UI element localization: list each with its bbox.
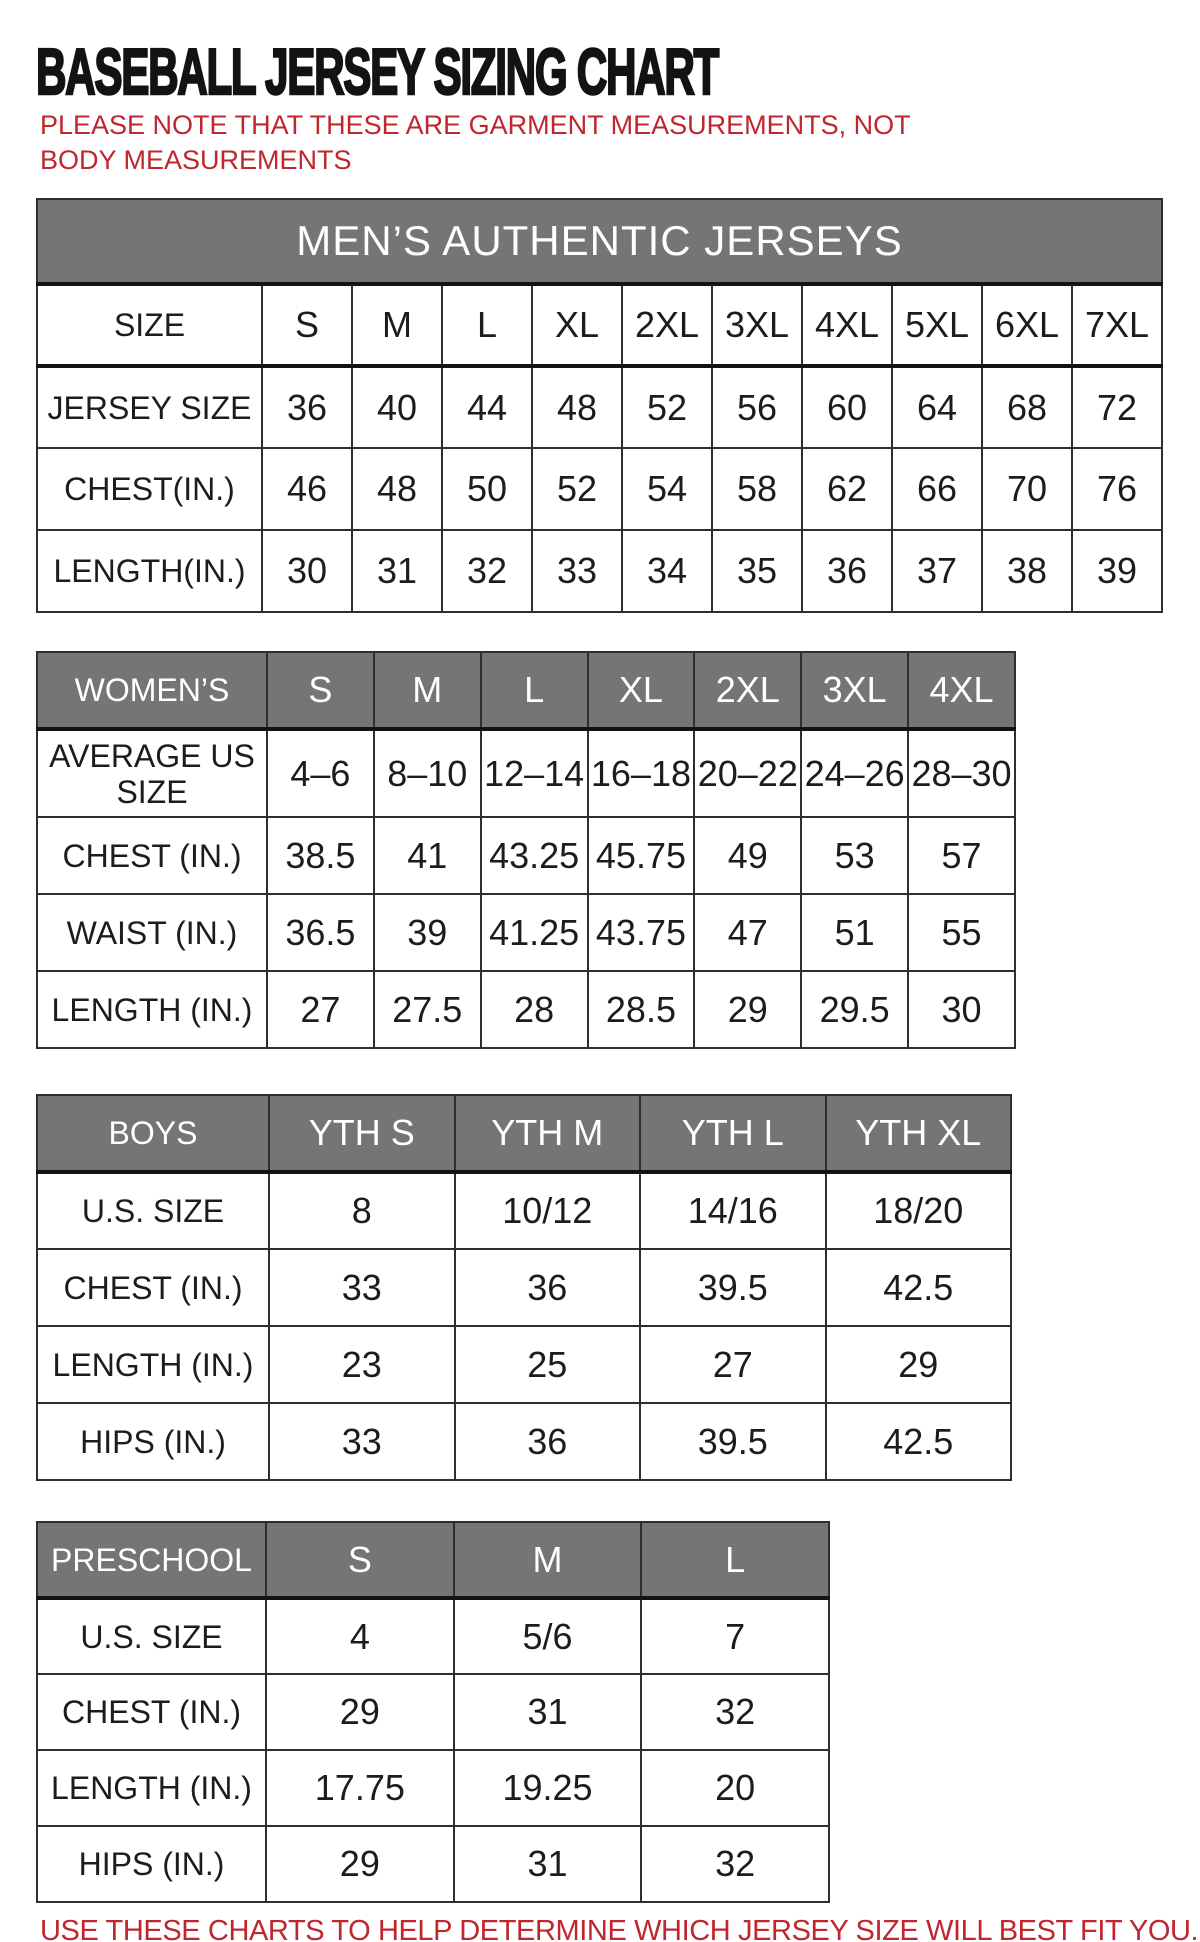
boys-column-header: YTH M (455, 1095, 641, 1172)
womens-data-cell: 41.25 (481, 894, 588, 971)
mens-data-cell: 36 (802, 530, 892, 612)
preschool-row (37, 1826, 829, 1902)
womens-data-cell: 53 (801, 817, 908, 894)
preschool-data-cell: 5/6 (454, 1598, 642, 1674)
boys-data-cell: 27 (640, 1326, 826, 1403)
womens-data-cell: 8–10 (374, 729, 481, 817)
mens-data-cell: 54 (622, 448, 712, 530)
womens-row (37, 894, 1015, 971)
womens-column-header: L (481, 652, 588, 729)
mens-data-cell: 31 (352, 530, 442, 612)
boys-data-cell: 33 (269, 1249, 455, 1326)
boys-data-cell: 29 (826, 1326, 1012, 1403)
womens-data-cell: 28–30 (908, 729, 1015, 817)
footer-note: USE THESE CHARTS TO HELP DETERMINE WHICH JERSEY SIZE WILL BEST FIT YOU. (40, 1915, 1199, 1942)
mens-data-cell: 44 (442, 366, 532, 448)
boys-sizing-table (36, 1094, 1200, 1481)
womens-data-cell: 12–14 (481, 729, 588, 817)
boys-column-header: YTH S (269, 1095, 455, 1172)
boys-row (37, 1326, 1011, 1403)
mens-authentic-jerseys-table (36, 198, 1200, 613)
mens-row-label: CHEST(IN.) (37, 448, 262, 530)
preschool-data-cell: 4 (266, 1598, 454, 1674)
mens-data-cell: 32 (442, 530, 532, 612)
preschool-data-cell: 31 (454, 1674, 642, 1750)
womens-data-cell: 43.25 (481, 817, 588, 894)
womens-data-cell: 41 (374, 817, 481, 894)
womens-column-header: 2XL (694, 652, 801, 729)
preschool-data-cell: 20 (641, 1750, 829, 1826)
preschool-data-cell: 17.75 (266, 1750, 454, 1826)
mens-data-cell: 39 (1072, 530, 1162, 612)
womens-data-cell: 30 (908, 971, 1015, 1048)
garment-measurements-note: PLEASE NOTE THAT THESE ARE GARMENT MEASUREMENTS, NOT BODY MEASUREMENTS (40, 110, 911, 175)
womens-header-label: WOMEN’S (37, 652, 267, 729)
mens-row (37, 366, 1162, 448)
womens-data-cell: 27 (267, 971, 374, 1048)
womens-row (37, 817, 1015, 894)
preschool-data-cell: 32 (641, 1826, 829, 1902)
preschool-column-header: L (641, 1522, 829, 1598)
womens-table (36, 651, 1016, 1049)
mens-data-cell: 48 (352, 448, 442, 530)
womens-row-label: WAIST (IN.) (37, 894, 267, 971)
preschool-header-label: PRESCHOOL (37, 1522, 266, 1598)
womens-data-cell: 29.5 (801, 971, 908, 1048)
mens-table (36, 198, 1163, 613)
mens-column-header: 7XL (1072, 284, 1162, 366)
boys-data-cell: 36 (455, 1249, 641, 1326)
preschool-row-label: CHEST (IN.) (37, 1674, 266, 1750)
mens-data-cell: 33 (532, 530, 622, 612)
mens-data-cell: 46 (262, 448, 352, 530)
mens-column-header: 6XL (982, 284, 1072, 366)
boys-column-header: YTH L (640, 1095, 826, 1172)
mens-column-header: 4XL (802, 284, 892, 366)
womens-row (37, 729, 1015, 817)
boys-data-cell: 23 (269, 1326, 455, 1403)
preschool-row-label: U.S. SIZE (37, 1598, 266, 1674)
boys-row-label: LENGTH (IN.) (37, 1326, 269, 1403)
preschool-data-cell: 31 (454, 1826, 642, 1902)
mens-header-label: SIZE (37, 284, 262, 366)
preschool-data-cell: 32 (641, 1674, 829, 1750)
womens-data-cell: 51 (801, 894, 908, 971)
page-title-text: BASEBALL JERSEY SIZING CHART (36, 35, 719, 109)
womens-sizing-table (36, 651, 1200, 1049)
boys-data-cell: 39.5 (640, 1403, 826, 1480)
womens-data-cell: 28 (481, 971, 588, 1048)
preschool-data-cell: 7 (641, 1598, 829, 1674)
mens-data-cell: 76 (1072, 448, 1162, 530)
boys-table (36, 1094, 1012, 1481)
preschool-column-header: M (454, 1522, 642, 1598)
mens-data-cell: 52 (532, 448, 622, 530)
womens-data-cell: 29 (694, 971, 801, 1048)
mens-column-header: XL (532, 284, 622, 366)
mens-data-cell: 56 (712, 366, 802, 448)
boys-row-label: U.S. SIZE (37, 1172, 269, 1249)
womens-data-cell: 47 (694, 894, 801, 971)
mens-data-cell: 40 (352, 366, 442, 448)
boys-data-cell: 8 (269, 1172, 455, 1249)
womens-row-label: AVERAGE US SIZE (37, 729, 267, 817)
mens-data-cell: 58 (712, 448, 802, 530)
preschool-row (37, 1750, 829, 1826)
preschool-data-cell: 29 (266, 1826, 454, 1902)
boys-row (37, 1172, 1011, 1249)
mens-data-cell: 37 (892, 530, 982, 612)
boys-data-cell: 14/16 (640, 1172, 826, 1249)
mens-data-cell: 64 (892, 366, 982, 448)
mens-row-label: JERSEY SIZE (37, 366, 262, 448)
womens-data-cell: 45.75 (588, 817, 695, 894)
mens-data-cell: 66 (892, 448, 982, 530)
womens-data-cell: 36.5 (267, 894, 374, 971)
mens-data-cell: 34 (622, 530, 712, 612)
preschool-column-header: S (266, 1522, 454, 1598)
womens-data-cell: 57 (908, 817, 1015, 894)
womens-column-header: M (374, 652, 481, 729)
preschool-sizing-table (36, 1521, 1200, 1903)
mens-data-cell: 62 (802, 448, 892, 530)
womens-data-cell: 16–18 (588, 729, 695, 817)
boys-data-cell: 33 (269, 1403, 455, 1480)
boys-column-header: YTH XL (826, 1095, 1012, 1172)
mens-column-header: 3XL (712, 284, 802, 366)
womens-row-label: CHEST (IN.) (37, 817, 267, 894)
boys-data-cell: 36 (455, 1403, 641, 1480)
womens-column-header: XL (588, 652, 695, 729)
boys-row-label: HIPS (IN.) (37, 1403, 269, 1480)
mens-row-label: LENGTH(IN.) (37, 530, 262, 612)
boys-data-cell: 42.5 (826, 1249, 1012, 1326)
womens-data-cell: 4–6 (267, 729, 374, 817)
womens-data-cell: 24–26 (801, 729, 908, 817)
womens-column-header: S (267, 652, 374, 729)
womens-data-cell: 38.5 (267, 817, 374, 894)
boys-row-label: CHEST (IN.) (37, 1249, 269, 1326)
mens-data-cell: 36 (262, 366, 352, 448)
womens-row-label: LENGTH (IN.) (37, 971, 267, 1048)
boys-row (37, 1249, 1011, 1326)
mens-data-cell: 60 (802, 366, 892, 448)
mens-banner-title: MEN’S AUTHENTIC JERSEYS (37, 199, 1162, 284)
mens-data-cell: 68 (982, 366, 1072, 448)
womens-data-cell: 20–22 (694, 729, 801, 817)
mens-column-header: M (352, 284, 442, 366)
mens-column-header: 2XL (622, 284, 712, 366)
womens-column-header: 4XL (908, 652, 1015, 729)
womens-column-header: 3XL (801, 652, 908, 729)
mens-data-cell: 52 (622, 366, 712, 448)
preschool-table (36, 1521, 830, 1903)
mens-data-cell: 50 (442, 448, 532, 530)
boys-data-cell: 25 (455, 1326, 641, 1403)
mens-data-cell: 30 (262, 530, 352, 612)
preschool-row-label: HIPS (IN.) (37, 1826, 266, 1902)
boys-row (37, 1403, 1011, 1480)
preschool-row-label: LENGTH (IN.) (37, 1750, 266, 1826)
mens-row (37, 530, 1162, 612)
mens-data-cell: 48 (532, 366, 622, 448)
mens-column-header: L (442, 284, 532, 366)
mens-data-cell: 38 (982, 530, 1072, 612)
mens-data-cell: 70 (982, 448, 1072, 530)
preschool-data-cell: 29 (266, 1674, 454, 1750)
mens-data-cell: 35 (712, 530, 802, 612)
mens-column-header: 5XL (892, 284, 982, 366)
womens-data-cell: 49 (694, 817, 801, 894)
boys-header-label: BOYS (37, 1095, 269, 1172)
womens-data-cell: 55 (908, 894, 1015, 971)
boys-data-cell: 39.5 (640, 1249, 826, 1326)
womens-data-cell: 27.5 (374, 971, 481, 1048)
mens-row (37, 448, 1162, 530)
page-title (36, 0, 1200, 109)
womens-row (37, 971, 1015, 1048)
preschool-row (37, 1674, 829, 1750)
mens-data-cell: 72 (1072, 366, 1162, 448)
womens-data-cell: 28.5 (588, 971, 695, 1048)
boys-data-cell: 18/20 (826, 1172, 1012, 1249)
boys-data-cell: 42.5 (826, 1403, 1012, 1480)
preschool-row (37, 1598, 829, 1674)
womens-data-cell: 39 (374, 894, 481, 971)
preschool-data-cell: 19.25 (454, 1750, 642, 1826)
boys-data-cell: 10/12 (455, 1172, 641, 1249)
womens-data-cell: 43.75 (588, 894, 695, 971)
mens-column-header: S (262, 284, 352, 366)
